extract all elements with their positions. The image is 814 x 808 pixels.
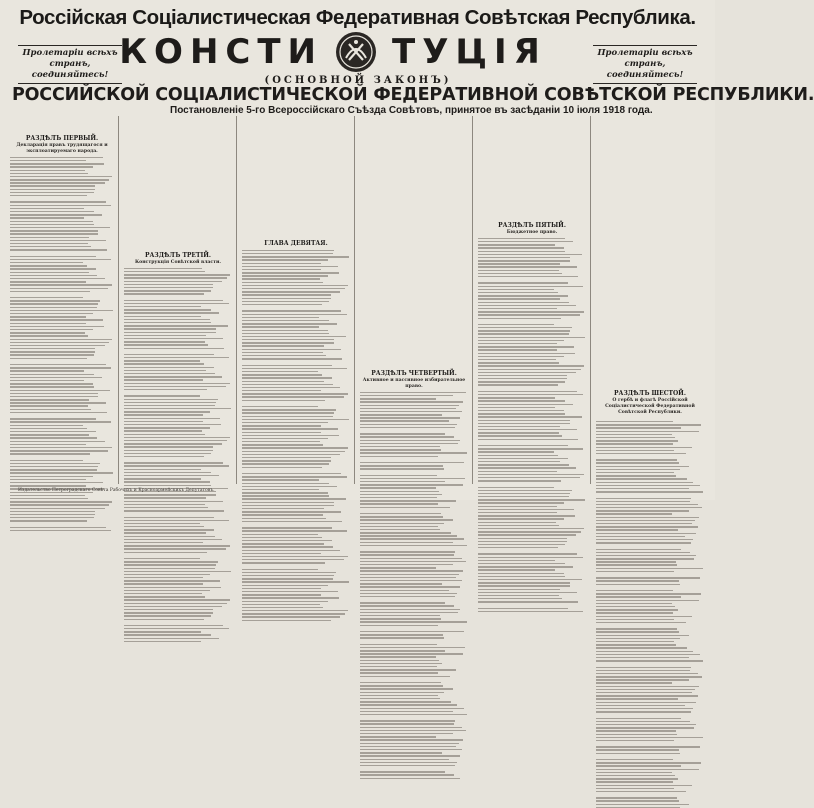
title-left: КОНСТИ: [119, 32, 323, 72]
title-right: ТУЦIЯ: [392, 32, 547, 72]
slogan-left-text: Пролетарiи всѣхъ странъ, соединяйтесь!: [22, 48, 118, 80]
text-column-4: [360, 132, 468, 484]
section-heading: ГЛАВА ДЕВЯТАЯ.: [264, 240, 328, 247]
resolution-line: Постановленiе 5-го Всероссiйскаго Съѣзда Совѣтовъ, принятое въ засѣданiи 10 iюля 1918 года.: [170, 105, 653, 116]
text-column-2: [124, 132, 232, 484]
section-heading: РАЗДѢЛЪ ПЯТЫЙ.: [498, 222, 566, 229]
divider: [18, 45, 122, 46]
text-column-6: [596, 132, 704, 484]
body-text-lines: [360, 392, 468, 779]
state-emblem-icon: [334, 30, 378, 74]
slogan-right-text: Пролетарiи всѣхъ странъ, соединяйтесь!: [597, 48, 693, 80]
section-subheading: О гербѣ и флагѣ Россiйской Соцiалистической Федеративной Совѣтской Республики.: [605, 398, 695, 415]
body-text-lines: [124, 268, 232, 642]
body-text-lines: [596, 421, 704, 808]
column-divider: [354, 116, 355, 484]
banner-title: Россiйская Соцiалистическая Федеративная Совѣтская Республика.: [19, 6, 696, 29]
body-text-lines: [478, 238, 586, 612]
publisher-footer: Издательство Петроградскаго Совѣта Рабочихъ и Красноармейскихъ Депутатовъ.: [18, 488, 215, 493]
subtitle: (ОСНОВНОЙ ЗАКОНЪ): [264, 75, 452, 86]
slogan-right: [585, 43, 705, 86]
section-subheading: Бюджетное право.: [506, 230, 558, 235]
section-heading: РАЗДѢЛЪ ЧЕТВЕРТЫЙ.: [371, 370, 457, 377]
divider: [593, 45, 697, 46]
text-column-1: [10, 132, 114, 484]
column-divider: [118, 116, 119, 484]
main-title: [119, 32, 555, 78]
section-heading: РАЗДѢЛЪ ШЕСТОЙ.: [614, 390, 686, 397]
column-divider: [590, 116, 591, 484]
headline: РОССИЙСКОЙ СОЦIАЛИСТИЧЕСКОЙ ФЕДЕРАТИВНОЙ СОВѢТСКОЙ РЕСПУБЛИКИ.: [12, 85, 814, 105]
text-column-5: [478, 132, 586, 484]
divider: [18, 83, 122, 84]
column-divider: [472, 116, 473, 484]
body-text-lines: [10, 157, 114, 531]
section-subheading: Декларацiя правъ трудящагося и эксплоатируемаго народа.: [16, 143, 108, 154]
section-heading: РАЗДѢЛЪ ПЕРВЫЙ.: [25, 135, 99, 142]
section-heading: РАЗДѢЛЪ ТРЕТIЙ.: [144, 252, 212, 259]
slogan-left: [10, 43, 130, 86]
column-divider: [236, 116, 237, 484]
section-subheading: Конструкцiя Совѣтской власти.: [134, 260, 222, 265]
body-text-lines: [242, 250, 350, 621]
section-subheading: Активное и пассивное избирательное право.: [362, 378, 466, 389]
text-column-3: [242, 132, 350, 484]
divider: [593, 83, 697, 84]
